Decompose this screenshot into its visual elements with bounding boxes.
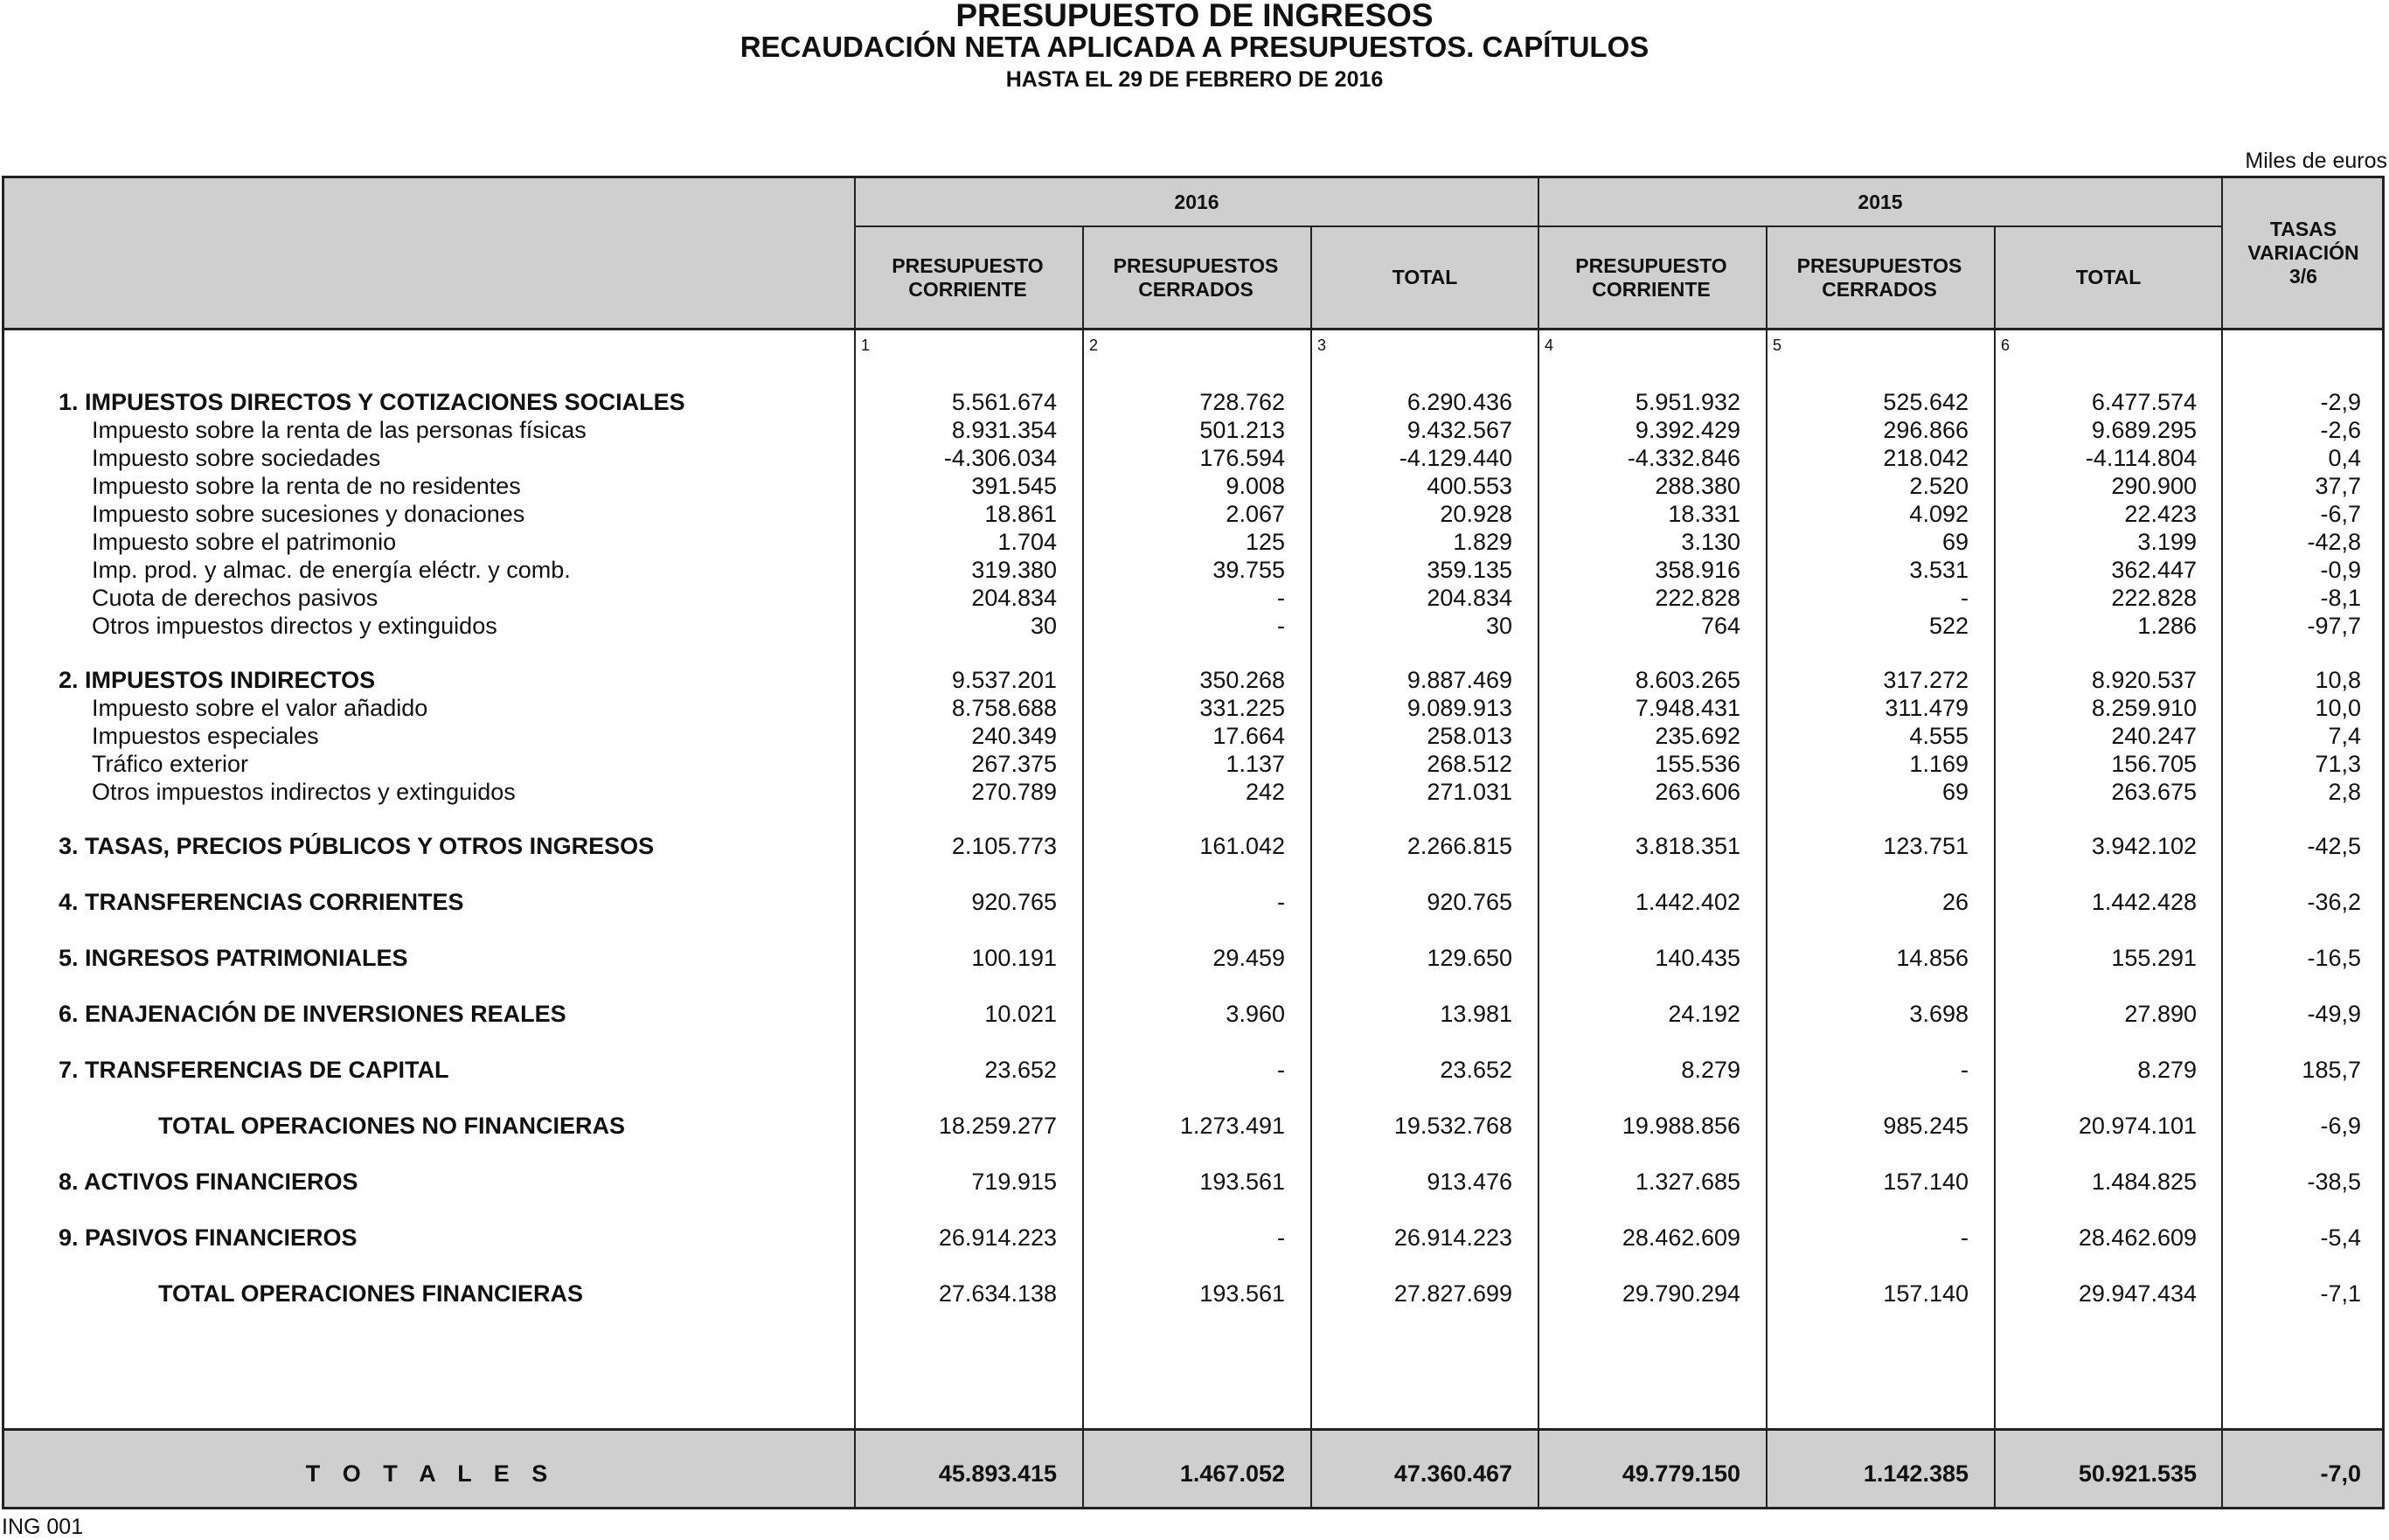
cell-value: 6.290.436 — [1406, 389, 1512, 415]
cell-value: 30 — [1485, 613, 1512, 639]
table-row — [4, 1056, 2382, 1084]
cell-value: 3.698 — [1909, 1001, 1969, 1027]
cell-value: 9.432.567 — [1406, 417, 1512, 443]
cell-value: 920.765 — [971, 889, 1057, 915]
cell-value: 8.279 — [1681, 1057, 1740, 1083]
report-period: HASTA EL 29 DE FEBRERO DE 2016 — [1005, 67, 1384, 92]
cell-value: 155.536 — [1655, 751, 1740, 777]
cell-value: 69 — [1941, 529, 1969, 555]
cell-value: 218.042 — [1883, 445, 1969, 471]
cell-value: 728.762 — [1199, 389, 1285, 415]
cell-value: 156.705 — [2111, 751, 2197, 777]
cell-value: 1.442.428 — [2091, 889, 2197, 915]
cell-value: 9.089.913 — [1406, 695, 1512, 721]
cell-value: 39.755 — [1212, 557, 1285, 583]
cell-value: 719.915 — [971, 1169, 1057, 1195]
cell-value: 1.273.491 — [1179, 1113, 1285, 1139]
totals-value: 47.360.467 — [1393, 1460, 1512, 1487]
cell-value: 8.279 — [2137, 1057, 2197, 1083]
cell-value: 222.828 — [1655, 585, 1740, 611]
cell-value: 2.067 — [1226, 501, 1285, 527]
cell-value: 3.199 — [2137, 529, 2197, 555]
cell-value: 9.537.201 — [951, 667, 1057, 693]
row-label: Imp. prod. y almac. de energía eléctr. y comb. — [92, 557, 571, 583]
table-row — [4, 500, 2382, 528]
cell-value: 1.484.825 — [2091, 1169, 2197, 1195]
header-corriente-2016: PRESUPUESTO CORRIENTE — [892, 253, 1044, 301]
cell-value: 1.704 — [997, 529, 1057, 555]
cell-value: - — [1277, 889, 1285, 915]
revenue-table — [2, 176, 2385, 1509]
cell-value: -6,7 — [2320, 501, 2361, 527]
cell-value: 3.531 — [1909, 557, 1969, 583]
cell-value: 9.689.295 — [2091, 417, 2197, 443]
table-row — [4, 1168, 2382, 1196]
cell-value: 18.331 — [1668, 501, 1740, 527]
cell-value: 26 — [1941, 889, 1969, 915]
table-row — [4, 944, 2382, 972]
cell-value: 985.245 — [1883, 1113, 1969, 1139]
cell-value: 3.818.351 — [1635, 833, 1740, 859]
cell-value: 10,8 — [2315, 667, 2361, 693]
table-row — [4, 1112, 2382, 1140]
cell-value: 28.462.609 — [1622, 1224, 1740, 1251]
row-label: Impuestos especiales — [92, 723, 319, 749]
cell-value: -0,9 — [2320, 557, 2361, 583]
table-row — [4, 584, 2382, 612]
cell-value: 13.981 — [1440, 1001, 1512, 1027]
cell-value: 290.900 — [2111, 473, 2197, 499]
cell-value: 913.476 — [1427, 1169, 1512, 1195]
cell-value: 263.606 — [1655, 779, 1740, 805]
cell-value: 4.092 — [1909, 501, 1969, 527]
cell-value: 358.916 — [1655, 557, 1740, 583]
table-row — [4, 528, 2382, 556]
cell-value: 100.191 — [971, 945, 1057, 971]
cell-value: 8.931.354 — [951, 417, 1057, 443]
table-row — [4, 388, 2382, 416]
cell-value: -49,9 — [2307, 1001, 2361, 1027]
table-row — [4, 1224, 2382, 1252]
cell-value: 920.765 — [1427, 889, 1512, 915]
table-row — [4, 666, 2382, 694]
cell-value: 185,7 — [2302, 1057, 2361, 1083]
cell-value: 22.423 — [2124, 501, 2197, 527]
cell-value: 1.169 — [1909, 751, 1969, 777]
cell-value: 9.887.469 — [1406, 667, 1512, 693]
cell-value: -38,5 — [2307, 1169, 2361, 1195]
year-2016-header: 2016 — [1174, 190, 1219, 213]
cell-value: 10.021 — [984, 1001, 1057, 1027]
cell-value: 296.866 — [1883, 417, 1969, 443]
col-number: 1 — [861, 336, 871, 354]
cell-value: - — [1277, 1224, 1285, 1251]
table-row — [4, 556, 2382, 584]
cell-value: 270.789 — [971, 779, 1057, 805]
cell-value: -6,9 — [2320, 1113, 2361, 1139]
cell-value: 204.834 — [971, 585, 1057, 611]
cell-value: 525.642 — [1883, 389, 1969, 415]
row-label: Impuesto sobre el patrimonio — [92, 529, 397, 555]
cell-value: - — [1277, 1057, 1285, 1083]
cell-value: 359.135 — [1427, 557, 1512, 583]
row-label: 6. ENAJENACIÓN DE INVERSIONES REALES — [59, 1001, 566, 1027]
cell-value: 27.827.699 — [1393, 1280, 1512, 1307]
cell-value: 140.435 — [1655, 945, 1740, 971]
totals-value: 1.142.385 — [1863, 1460, 1969, 1487]
table-row — [4, 722, 2382, 750]
row-label: Otros impuestos directos y extinguidos — [92, 613, 497, 639]
cell-value: 69 — [1941, 779, 1969, 805]
cell-value: 19.988.856 — [1622, 1113, 1740, 1139]
col-number: 3 — [1317, 336, 1327, 354]
cell-value: 1.286 — [2137, 613, 2197, 639]
cell-value: 4.555 — [1909, 723, 1969, 749]
cell-value: 3.942.102 — [2091, 833, 2197, 859]
cell-value: 242 — [1245, 779, 1285, 805]
cell-value: 317.272 — [1883, 667, 1969, 693]
cell-value: -4.332.846 — [1627, 445, 1740, 471]
cell-value: 501.213 — [1199, 417, 1285, 443]
cell-value: 155.291 — [2111, 945, 2197, 971]
cell-value: 161.042 — [1199, 833, 1285, 859]
cell-value: 258.013 — [1427, 723, 1512, 749]
cell-value: - — [1961, 1057, 1969, 1083]
row-label: Otros impuestos indirectos y extinguidos — [92, 779, 516, 805]
cell-value: 20.928 — [1440, 501, 1512, 527]
cell-value: -97,7 — [2307, 613, 2361, 639]
table-row — [4, 888, 2382, 916]
cell-value: -4.114.804 — [2085, 445, 2197, 471]
table-row — [4, 612, 2382, 640]
cell-value: 7.948.431 — [1635, 695, 1740, 721]
cell-value: -4.129.440 — [1399, 445, 1512, 471]
row-label: 2. IMPUESTOS INDIRECTOS — [59, 667, 376, 693]
table-row — [4, 832, 2382, 860]
cell-value: 8.259.910 — [2091, 695, 2197, 721]
cell-value: 8.758.688 — [951, 695, 1057, 721]
cell-value: -7,1 — [2320, 1280, 2361, 1307]
cell-value: 1.327.685 — [1635, 1169, 1740, 1195]
cell-value: 18.861 — [984, 501, 1057, 527]
cell-value: 129.650 — [1427, 945, 1512, 971]
cell-value: -2,6 — [2320, 417, 2361, 443]
cell-value: 17.664 — [1212, 723, 1285, 749]
header-corriente-2015: PRESUPUESTO CORRIENTE — [1575, 253, 1727, 301]
cell-value: 391.545 — [971, 473, 1057, 499]
row-label: Impuesto sobre sociedades — [92, 445, 381, 471]
row-label: Impuesto sobre el valor añadido — [92, 695, 428, 721]
header-total-2016: TOTAL — [1392, 266, 1458, 288]
row-label: Tráfico exterior — [92, 751, 249, 777]
report-titles — [0, 0, 2389, 93]
units-label: Miles de euros — [2245, 149, 2387, 173]
table-row — [4, 444, 2382, 472]
totals-value: 50.921.535 — [2078, 1460, 2197, 1487]
cell-value: 8.603.265 — [1635, 667, 1740, 693]
col-number: 5 — [1773, 336, 1782, 354]
cell-value: 29.947.434 — [2078, 1280, 2197, 1307]
cell-value: 204.834 — [1427, 585, 1512, 611]
cell-value: 9.392.429 — [1635, 417, 1740, 443]
cell-value: 2.105.773 — [951, 833, 1057, 859]
cell-value: -16,5 — [2307, 945, 2361, 971]
cell-value: 24.192 — [1668, 1001, 1740, 1027]
cell-value: 27.634.138 — [938, 1280, 1057, 1307]
cell-value: -42,8 — [2307, 529, 2361, 555]
cell-value: 288.380 — [1655, 473, 1740, 499]
totals-value: 49.779.150 — [1622, 1460, 1740, 1487]
cell-value: -42,5 — [2307, 833, 2361, 859]
row-label: TOTAL OPERACIONES NO FINANCIERAS — [158, 1113, 626, 1139]
col-number: 2 — [1089, 336, 1099, 354]
cell-value: 157.140 — [1883, 1280, 1969, 1307]
cell-value: 222.828 — [2111, 585, 2197, 611]
table-row — [4, 778, 2382, 806]
table-row — [4, 750, 2382, 778]
cell-value: 240.349 — [971, 723, 1057, 749]
cell-value: 29.459 — [1212, 945, 1285, 971]
cell-value: 267.375 — [971, 751, 1057, 777]
document-code: ING 001 — [2, 1515, 84, 1539]
totals-value: -7,0 — [2320, 1460, 2361, 1487]
row-label: 4. TRANSFERENCIAS CORRIENTES — [59, 889, 464, 915]
cell-value: 28.462.609 — [2078, 1224, 2197, 1251]
table-row — [4, 1000, 2382, 1028]
header-tasas: TASAS VARIACIÓN 3/6 — [2247, 217, 2359, 288]
row-label: Impuesto sobre la renta de las personas físicas — [92, 417, 587, 443]
cell-value: 1.442.402 — [1635, 889, 1740, 915]
cell-value: 1.829 — [1453, 529, 1512, 555]
table-row — [4, 416, 2382, 444]
cell-value: 5.951.932 — [1635, 389, 1740, 415]
cell-value: 8.920.537 — [2091, 667, 2197, 693]
cell-value: 2.520 — [1909, 473, 1969, 499]
cell-value: 26.914.223 — [938, 1224, 1057, 1251]
cell-value: 125 — [1245, 529, 1285, 555]
col-number: 6 — [2001, 336, 2011, 354]
cell-value: 157.140 — [1883, 1169, 1969, 1195]
cell-value: 26.914.223 — [1393, 1224, 1512, 1251]
row-label: 1. IMPUESTOS DIRECTOS Y COTIZACIONES SOCIALES — [59, 389, 685, 415]
table-row — [4, 1280, 2382, 1308]
cell-value: 240.247 — [2111, 723, 2197, 749]
cell-value: 271.031 — [1427, 779, 1512, 805]
header-cerrados-2015: PRESUPUESTOS CERRADOS — [1796, 253, 1962, 301]
cell-value: -5,4 — [2320, 1224, 2361, 1251]
totals-value: 1.467.052 — [1179, 1460, 1285, 1487]
cell-value: 29.790.294 — [1622, 1280, 1740, 1307]
cell-value: 23.652 — [984, 1057, 1057, 1083]
cell-value: 263.675 — [2111, 779, 2197, 805]
cell-value: 30 — [1030, 613, 1057, 639]
cell-value: 0,4 — [2328, 445, 2361, 471]
row-label: 8. ACTIVOS FINANCIEROS — [59, 1169, 358, 1195]
totals-row — [4, 1456, 2382, 1491]
cell-value: 7,4 — [2328, 723, 2361, 749]
cell-value: 1.137 — [1226, 751, 1285, 777]
cell-value: - — [1961, 1224, 1969, 1251]
cell-value: 2.266.815 — [1406, 833, 1512, 859]
cell-value: -2,9 — [2320, 389, 2361, 415]
row-label: TOTAL OPERACIONES FINANCIERAS — [158, 1280, 584, 1307]
cell-value: 350.268 — [1199, 667, 1285, 693]
cell-value: - — [1961, 585, 1969, 611]
cell-value: -4.306.034 — [943, 445, 1057, 471]
cell-value: 6.477.574 — [2091, 389, 2197, 415]
cell-value: 37,7 — [2315, 473, 2361, 499]
row-label: 5. INGRESOS PATRIMONIALES — [59, 945, 408, 971]
cell-value: 123.751 — [1883, 833, 1969, 859]
cell-value: - — [1277, 585, 1285, 611]
cell-value: 362.447 — [2111, 557, 2197, 583]
totals-label: T O T A L E S — [305, 1460, 556, 1487]
row-label: Impuesto sobre la renta de no residentes — [92, 473, 521, 499]
cell-value: 331.225 — [1199, 695, 1285, 721]
cell-value: 176.594 — [1199, 445, 1285, 471]
cell-value: 5.561.674 — [951, 389, 1057, 415]
header-cerrados-2016: PRESUPUESTOS CERRADOS — [1113, 253, 1279, 301]
cell-value: 18.259.277 — [938, 1113, 1057, 1139]
cell-value: 2,8 — [2328, 779, 2361, 805]
cell-value: 319.380 — [971, 557, 1057, 583]
cell-value: 23.652 — [1440, 1057, 1512, 1083]
header-total-2015: TOTAL — [2075, 266, 2142, 288]
col-number: 4 — [1545, 336, 1554, 354]
cell-value: 71,3 — [2315, 751, 2361, 777]
cell-value: 268.512 — [1427, 751, 1512, 777]
cell-value: 9.008 — [1226, 473, 1285, 499]
row-label: Cuota de derechos pasivos — [92, 585, 378, 611]
cell-value: 193.561 — [1199, 1169, 1285, 1195]
table-row — [4, 472, 2382, 500]
cell-value: 3.960 — [1226, 1001, 1285, 1027]
row-label: 7. TRANSFERENCIAS DE CAPITAL — [59, 1057, 449, 1083]
cell-value: 27.890 — [2124, 1001, 2197, 1027]
report-subtitle: RECAUDACIÓN NETA APLICADA A PRESUPUESTOS. CAPÍTULOS — [740, 31, 1649, 63]
cell-value: 235.692 — [1655, 723, 1740, 749]
cell-value: 193.561 — [1199, 1280, 1285, 1307]
row-label: 9. PASIVOS FINANCIEROS — [59, 1224, 358, 1251]
cell-value: 400.553 — [1427, 473, 1512, 499]
cell-value: -36,2 — [2307, 889, 2361, 915]
row-label: Impuesto sobre sucesiones y donaciones — [92, 501, 525, 527]
cell-value: 20.974.101 — [2078, 1113, 2197, 1139]
cell-value: 311.479 — [1885, 695, 1969, 721]
cell-value: 10,0 — [2315, 695, 2361, 721]
cell-value: 522 — [1928, 613, 1969, 639]
cell-value: 764 — [1700, 613, 1740, 639]
year-2015-header: 2015 — [1858, 190, 1903, 213]
row-label: 3. TASAS, PRECIOS PÚBLICOS Y OTROS INGRESOS — [59, 833, 655, 859]
cell-value: -8,1 — [2320, 585, 2361, 611]
totals-value: 45.893.415 — [938, 1460, 1057, 1487]
cell-value: 14.856 — [1896, 945, 1969, 971]
cell-value: 3.130 — [1681, 529, 1740, 555]
cell-value: - — [1277, 613, 1285, 639]
cell-value: 19.532.768 — [1393, 1113, 1512, 1139]
table-row — [4, 694, 2382, 722]
report-title: PRESUPUESTO DE INGRESOS — [955, 0, 1434, 30]
